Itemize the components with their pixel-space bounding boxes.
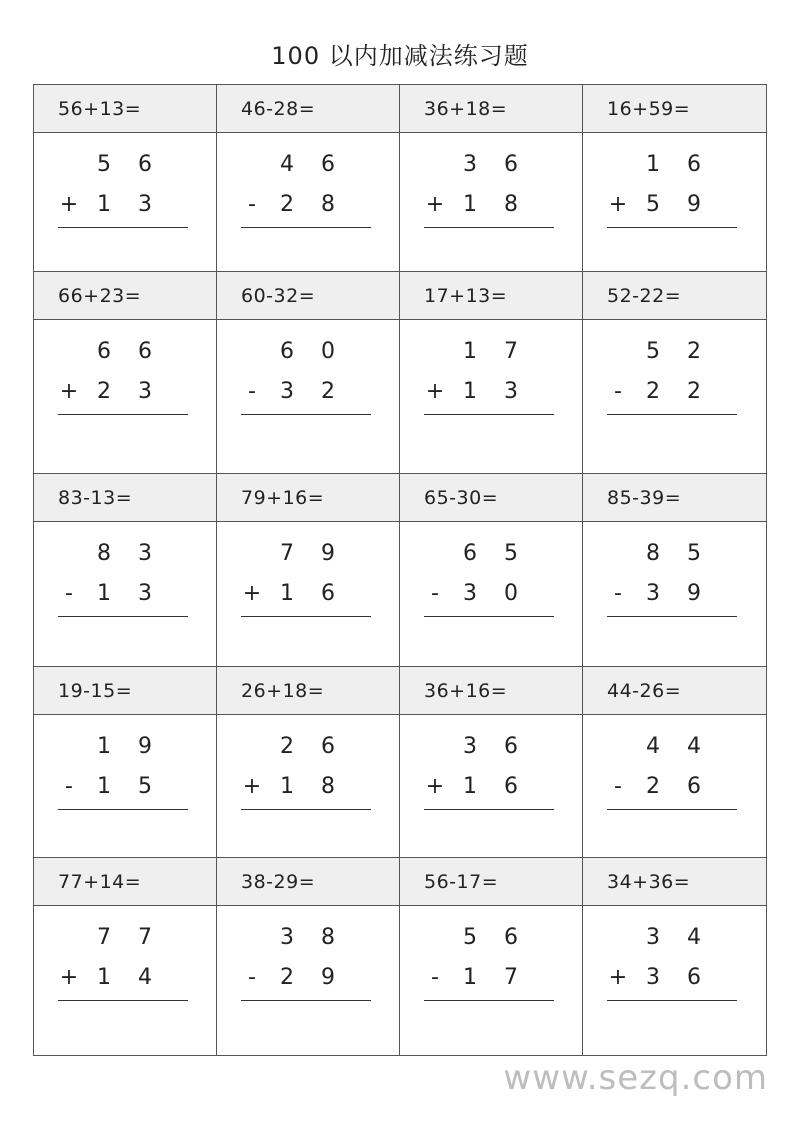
operator-sign: - <box>614 581 622 606</box>
ones-digit: 2 <box>687 339 701 364</box>
second-operand <box>241 185 373 225</box>
ones-digit: 9 <box>321 965 335 990</box>
second-operand <box>241 958 373 998</box>
problem-cell <box>400 272 583 474</box>
vertical-calculation <box>424 727 556 807</box>
second-operand <box>424 372 556 412</box>
problem-question: 77+14= <box>34 858 216 906</box>
first-operand <box>424 534 556 574</box>
tens-digit: 3 <box>646 965 660 990</box>
second-operand <box>58 574 190 614</box>
ones-digit: 8 <box>321 192 335 217</box>
problem-question: 46-28= <box>217 85 399 133</box>
second-operand <box>241 372 373 412</box>
ones-digit: 4 <box>138 965 152 990</box>
first-operand <box>424 918 556 958</box>
vertical-calculation <box>424 145 556 225</box>
problem-cell <box>583 474 766 667</box>
tens-digit: 2 <box>280 192 294 217</box>
answer-line <box>241 1000 371 1001</box>
ones-digit: 5 <box>687 541 701 566</box>
tens-digit: 3 <box>463 152 477 177</box>
tens-digit: 2 <box>280 965 294 990</box>
problem-cell <box>217 272 400 474</box>
vertical-calculation <box>607 534 739 614</box>
ones-digit: 6 <box>687 774 701 799</box>
problem-cell <box>34 858 217 1055</box>
answer-line <box>607 809 737 810</box>
operator-sign: + <box>242 774 262 799</box>
ones-digit: 9 <box>321 541 335 566</box>
tens-digit: 1 <box>646 152 660 177</box>
answer-line <box>58 809 188 810</box>
vertical-calculation <box>58 918 190 998</box>
first-operand <box>241 534 373 574</box>
problem-cell <box>34 272 217 474</box>
answer-line <box>424 809 554 810</box>
tens-digit: 2 <box>646 774 660 799</box>
ones-digit: 7 <box>138 925 152 950</box>
second-operand <box>241 767 373 807</box>
problem-question: 26+18= <box>217 667 399 715</box>
second-operand <box>607 767 739 807</box>
ones-digit: 3 <box>138 379 152 404</box>
ones-digit: 9 <box>138 734 152 759</box>
tens-digit: 8 <box>646 541 660 566</box>
second-operand <box>424 185 556 225</box>
watermark: www.sezq.com <box>503 1058 768 1098</box>
vertical-calculation <box>241 727 373 807</box>
answer-line <box>58 616 188 617</box>
tens-digit: 4 <box>280 152 294 177</box>
problem-question: 79+16= <box>217 474 399 522</box>
vertical-calculation <box>58 727 190 807</box>
tens-digit: 1 <box>97 734 111 759</box>
ones-digit: 8 <box>504 192 518 217</box>
tens-digit: 3 <box>280 925 294 950</box>
vertical-calculation <box>241 332 373 412</box>
answer-line <box>424 1000 554 1001</box>
first-operand <box>58 918 190 958</box>
tens-digit: 1 <box>97 581 111 606</box>
first-operand <box>607 534 739 574</box>
tens-digit: 1 <box>463 965 477 990</box>
vertical-calculation <box>424 918 556 998</box>
vertical-calculation <box>241 534 373 614</box>
problem-question: 56-17= <box>400 858 582 906</box>
tens-digit: 2 <box>97 379 111 404</box>
tens-digit: 3 <box>646 581 660 606</box>
first-operand <box>58 534 190 574</box>
tens-digit: 3 <box>463 581 477 606</box>
vertical-calculation <box>607 918 739 998</box>
tens-digit: 3 <box>463 734 477 759</box>
tens-digit: 5 <box>463 925 477 950</box>
problem-question: 19-15= <box>34 667 216 715</box>
operator-sign: - <box>248 379 256 404</box>
tens-digit: 3 <box>646 925 660 950</box>
operator-sign: - <box>614 774 622 799</box>
tens-digit: 4 <box>646 734 660 759</box>
operator-sign: + <box>59 965 79 990</box>
answer-line <box>58 1000 188 1001</box>
problem-cell <box>583 667 766 858</box>
vertical-calculation <box>241 145 373 225</box>
tens-digit: 1 <box>97 774 111 799</box>
problem-question: 36+16= <box>400 667 582 715</box>
answer-line <box>607 227 737 228</box>
problem-question: 83-13= <box>34 474 216 522</box>
tens-digit: 1 <box>463 339 477 364</box>
ones-digit: 0 <box>504 581 518 606</box>
worksheet-grid <box>33 84 767 1056</box>
tens-digit: 1 <box>280 581 294 606</box>
operator-sign: + <box>425 192 445 217</box>
ones-digit: 0 <box>321 339 335 364</box>
operator-sign: + <box>425 379 445 404</box>
operator-sign: + <box>242 581 262 606</box>
problem-question: 16+59= <box>583 85 766 133</box>
ones-digit: 4 <box>687 734 701 759</box>
problem-cell <box>217 474 400 667</box>
ones-digit: 6 <box>504 925 518 950</box>
problem-question: 66+23= <box>34 272 216 320</box>
second-operand <box>607 185 739 225</box>
ones-digit: 8 <box>321 774 335 799</box>
tens-digit: 3 <box>280 379 294 404</box>
vertical-calculation <box>58 534 190 614</box>
ones-digit: 6 <box>321 581 335 606</box>
vertical-calculation <box>241 918 373 998</box>
operator-sign: + <box>608 965 628 990</box>
first-operand <box>424 727 556 767</box>
problem-question: 38-29= <box>217 858 399 906</box>
tens-digit: 1 <box>463 192 477 217</box>
first-operand <box>424 145 556 185</box>
second-operand <box>607 958 739 998</box>
ones-digit: 5 <box>138 774 152 799</box>
tens-digit: 1 <box>97 965 111 990</box>
ones-digit: 4 <box>687 925 701 950</box>
first-operand <box>241 145 373 185</box>
tens-digit: 2 <box>646 379 660 404</box>
problem-cell <box>400 474 583 667</box>
problem-question: 60-32= <box>217 272 399 320</box>
second-operand <box>607 372 739 412</box>
tens-digit: 6 <box>463 541 477 566</box>
first-operand <box>607 332 739 372</box>
operator-sign: - <box>431 581 439 606</box>
ones-digit: 3 <box>138 192 152 217</box>
second-operand <box>424 767 556 807</box>
vertical-calculation <box>607 332 739 412</box>
problem-cell <box>217 85 400 272</box>
first-operand <box>607 727 739 767</box>
problem-cell <box>583 272 766 474</box>
problem-question: 36+18= <box>400 85 582 133</box>
answer-line <box>58 414 188 415</box>
tens-digit: 7 <box>97 925 111 950</box>
problem-question: 44-26= <box>583 667 766 715</box>
ones-digit: 8 <box>321 925 335 950</box>
ones-digit: 7 <box>504 965 518 990</box>
page-title: 100 以内加减法练习题 <box>271 42 529 70</box>
problem-question: 65-30= <box>400 474 582 522</box>
problem-cell <box>400 85 583 272</box>
operator-sign: + <box>608 192 628 217</box>
vertical-calculation <box>424 332 556 412</box>
second-operand <box>58 767 190 807</box>
operator-sign: - <box>248 965 256 990</box>
operator-sign: + <box>59 192 79 217</box>
first-operand <box>607 145 739 185</box>
problem-question: 56+13= <box>34 85 216 133</box>
ones-digit: 9 <box>687 581 701 606</box>
operator-sign: - <box>248 192 256 217</box>
first-operand <box>607 918 739 958</box>
ones-digit: 2 <box>321 379 335 404</box>
vertical-calculation <box>424 534 556 614</box>
ones-digit: 7 <box>504 339 518 364</box>
tens-digit: 8 <box>97 541 111 566</box>
tens-digit: 1 <box>463 774 477 799</box>
answer-line <box>607 1000 737 1001</box>
ones-digit: 6 <box>504 152 518 177</box>
ones-digit: 6 <box>687 152 701 177</box>
tens-digit: 5 <box>646 192 660 217</box>
first-operand <box>58 727 190 767</box>
vertical-calculation <box>58 145 190 225</box>
answer-line <box>424 227 554 228</box>
problem-cell <box>217 858 400 1055</box>
ones-digit: 6 <box>138 152 152 177</box>
tens-digit: 5 <box>646 339 660 364</box>
ones-digit: 3 <box>138 541 152 566</box>
answer-line <box>607 414 737 415</box>
operator-sign: - <box>65 581 73 606</box>
operator-sign: - <box>431 965 439 990</box>
ones-digit: 6 <box>504 774 518 799</box>
problem-cell <box>34 474 217 667</box>
operator-sign: - <box>65 774 73 799</box>
problem-cell <box>400 667 583 858</box>
answer-line <box>241 227 371 228</box>
ones-digit: 6 <box>138 339 152 364</box>
operator-sign: + <box>425 774 445 799</box>
tens-digit: 5 <box>97 152 111 177</box>
tens-digit: 1 <box>463 379 477 404</box>
answer-line <box>607 616 737 617</box>
problem-cell <box>583 85 766 272</box>
answer-line <box>241 414 371 415</box>
problem-cell <box>217 667 400 858</box>
tens-digit: 6 <box>97 339 111 364</box>
ones-digit: 6 <box>687 965 701 990</box>
second-operand <box>424 574 556 614</box>
first-operand <box>58 145 190 185</box>
answer-line <box>241 809 371 810</box>
answer-line <box>424 616 554 617</box>
problem-question: 34+36= <box>583 858 766 906</box>
first-operand <box>58 332 190 372</box>
ones-digit: 6 <box>504 734 518 759</box>
ones-digit: 3 <box>138 581 152 606</box>
answer-line <box>58 227 188 228</box>
first-operand <box>424 332 556 372</box>
problem-question: 52-22= <box>583 272 766 320</box>
ones-digit: 3 <box>504 379 518 404</box>
second-operand <box>58 958 190 998</box>
operator-sign: - <box>614 379 622 404</box>
ones-digit: 2 <box>687 379 701 404</box>
problem-cell <box>34 85 217 272</box>
ones-digit: 9 <box>687 192 701 217</box>
tens-digit: 1 <box>280 774 294 799</box>
second-operand <box>241 574 373 614</box>
second-operand <box>607 574 739 614</box>
problem-cell <box>34 667 217 858</box>
problem-cell <box>583 858 766 1055</box>
second-operand <box>58 185 190 225</box>
problem-question: 17+13= <box>400 272 582 320</box>
vertical-calculation <box>58 332 190 412</box>
problem-cell <box>400 858 583 1055</box>
operator-sign: + <box>59 379 79 404</box>
answer-line <box>241 616 371 617</box>
vertical-calculation <box>607 145 739 225</box>
tens-digit: 6 <box>280 339 294 364</box>
problem-question: 85-39= <box>583 474 766 522</box>
answer-line <box>424 414 554 415</box>
ones-digit: 6 <box>321 734 335 759</box>
ones-digit: 5 <box>504 541 518 566</box>
tens-digit: 2 <box>280 734 294 759</box>
vertical-calculation <box>607 727 739 807</box>
first-operand <box>241 727 373 767</box>
tens-digit: 7 <box>280 541 294 566</box>
second-operand <box>58 372 190 412</box>
first-operand <box>241 918 373 958</box>
second-operand <box>424 958 556 998</box>
first-operand <box>241 332 373 372</box>
tens-digit: 1 <box>97 192 111 217</box>
ones-digit: 6 <box>321 152 335 177</box>
